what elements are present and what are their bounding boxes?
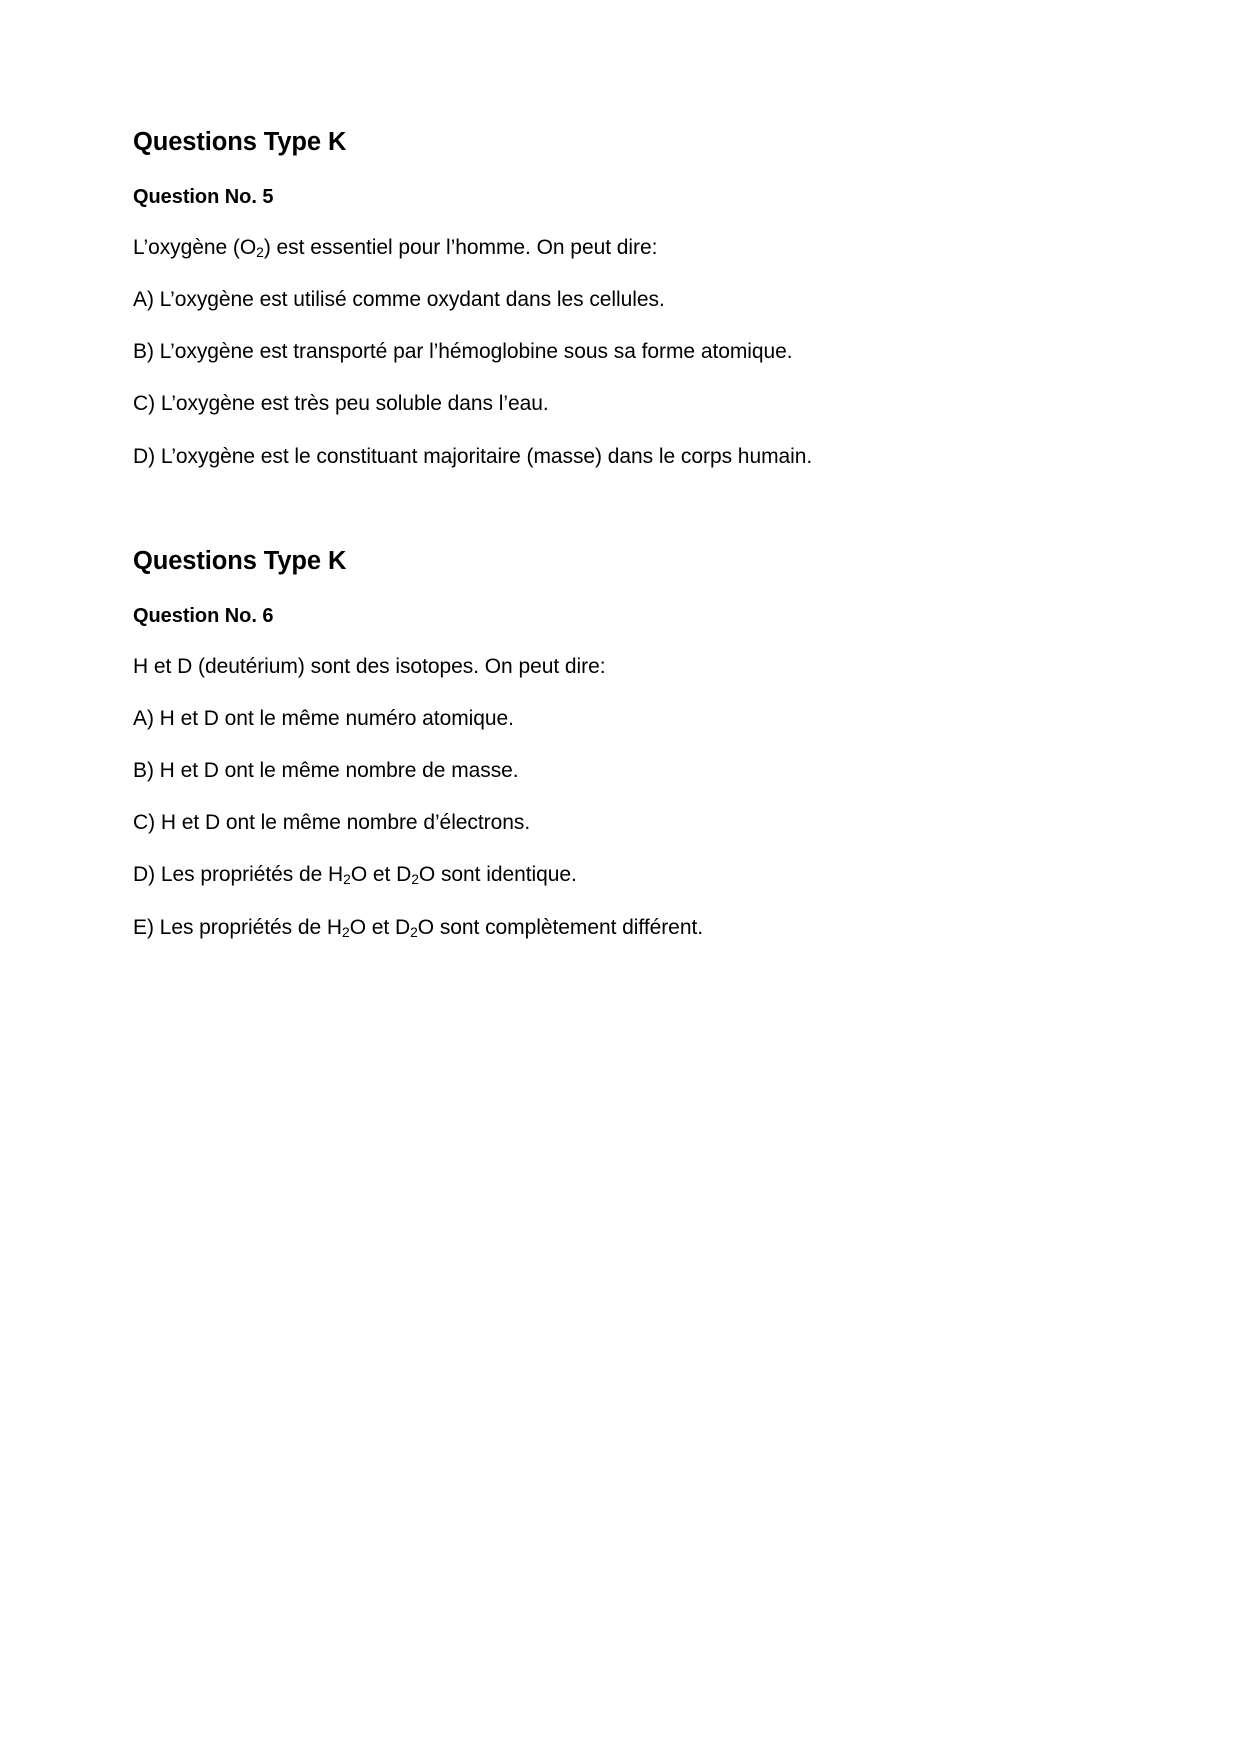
answer-option-d: D) L’oxygène est le constituant majoritaire (masse) dans le corps humain.: [133, 444, 813, 468]
answer-option-e: E) Les propriétés de $H_2O$ et $D_2O$ sont complètement différent.: [133, 915, 704, 940]
question-number-label: Question No. 6: [133, 604, 274, 627]
block-separator: [133, 469, 1108, 547]
answer-option-b: B) L’oxygène est transporté par l’hémoglobine sous sa forme atomique.: [133, 340, 793, 364]
answer-option-a: A) L’oxygène est utilisé comme oxydant dans les cellules.: [133, 288, 665, 312]
document-body: [133, 128, 1108, 940]
question-stem: H et D (deutérium) sont des isotopes. On peut dire:: [133, 654, 606, 678]
answer-option-c: C) L’oxygène est très peu soluble dans l’eau.: [133, 392, 549, 416]
section-title: Questions Type K: [133, 546, 347, 575]
section-title: Questions Type K: [133, 128, 347, 156]
question-number-label: Question No. 5: [133, 186, 274, 209]
question-block: [133, 547, 1108, 940]
answer-option-b: B) H et D ont le même nombre de masse.: [133, 759, 519, 783]
question-block: [133, 128, 1108, 469]
answer-option-d: D) Les propriétés de $H_2O$ et $D_2O$ sont identique.: [133, 863, 577, 888]
question-stem: L’oxygène $(O_2)$ est essentiel pour l’homme. On peut dire:: [133, 236, 658, 261]
answer-option-a: A) H et D ont le même numéro atomique.: [133, 706, 514, 730]
answer-option-c: C) H et D ont le même nombre d’électrons.: [133, 811, 531, 835]
